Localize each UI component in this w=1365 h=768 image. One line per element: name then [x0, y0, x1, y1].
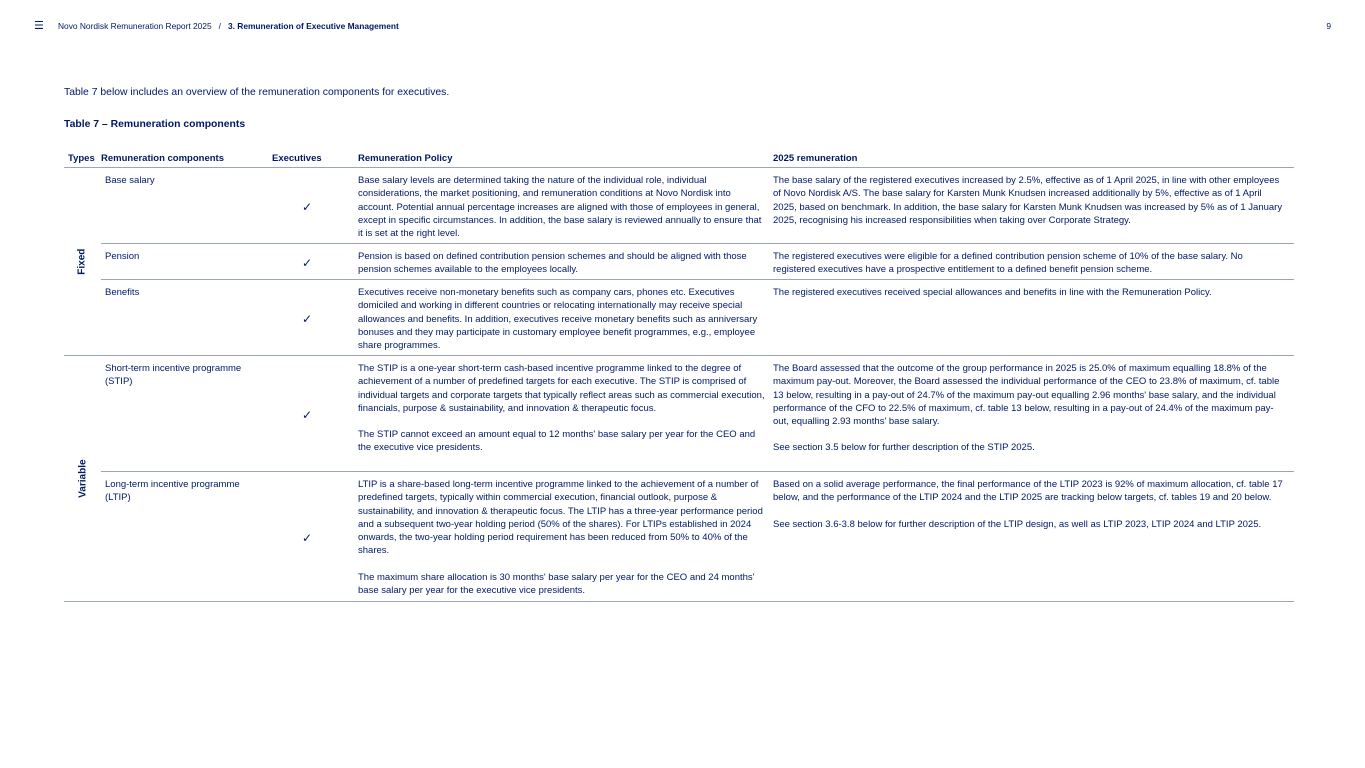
- group-label-fixed: Fixed: [76, 248, 88, 275]
- header-types: Types: [64, 152, 101, 168]
- remuneration-text: See section 3.5 below for further description of the STIP 2025.: [773, 442, 1035, 454]
- checkmark-icon: ✓: [272, 472, 358, 602]
- component-cell: Benefits: [101, 280, 272, 356]
- table-row: [64, 472, 1294, 602]
- remuneration-cell: [773, 244, 1294, 280]
- policy-text: Base salary levels are determined taking the nature of the individual role, individual considerations, the market positioning, and remuneration conditions at Novo Nordisk into account. Potential annual percentage increases are aligned with those of employees in general, except in specific circumstances. In addition, the base salary is reviewed annually to ensure that it is set at the right level.: [358, 175, 762, 240]
- header-policy: Remuneration Policy: [358, 152, 773, 168]
- remuneration-cell: [773, 168, 1294, 244]
- header-remuneration: 2025 remuneration: [773, 152, 1294, 168]
- table-row: [64, 280, 1294, 356]
- header-executives: Executives: [272, 152, 358, 168]
- top-bar: [34, 21, 1331, 33]
- breadcrumb-section[interactable]: 3. Remuneration of Executive Management: [227, 21, 399, 31]
- intro-text: Table 7 below includes an overview of the remuneration components for executives.: [64, 87, 450, 98]
- policy-cell: [358, 280, 773, 356]
- group-label-variable: Variable: [77, 459, 89, 498]
- remuneration-cell: [773, 356, 1294, 472]
- checkmark-icon: ✓: [272, 356, 358, 472]
- checkmark-icon: ✓: [272, 280, 358, 356]
- table-row: [64, 244, 1294, 280]
- policy-text: Pension is based on defined contribution pension schemes and should be aligned with those pension schemes available to the employees locally.: [358, 251, 747, 276]
- policy-text: Executives receive non-monetary benefits such as company cars, phones etc. Executives domiciled and working in different countries or relocating internationally may receive special allowances and benefits. In addition, executives receive monetary benefits such as anniversary bonuses and they may participate in customary employee benefit programmes, e.g., employee share programmes.: [358, 287, 758, 352]
- component-cell: Short-term incentive programme (STIP): [101, 356, 272, 472]
- group-variable: [64, 356, 101, 602]
- remuneration-text: The registered executives were eligible for a defined contribution pension scheme of 10% of the base salary. No registered executives have a prospective entitlement to a defined benefit pension scheme.: [773, 251, 1243, 276]
- table-row: [64, 356, 1294, 472]
- remuneration-text: The registered executives received special allowances and benefits in line with the Remuneration Policy.: [773, 287, 1212, 298]
- remuneration-text: See section 3.6-3.8 below for further description of the LTIP design, as well as LTIP 2023, LTIP 2024 and LTIP 2025.: [773, 518, 1262, 530]
- component-cell: Base salary: [101, 168, 272, 244]
- table-title: Table 7 – Remuneration components: [64, 119, 246, 130]
- remuneration-text: Based on a solid average performance, the final performance of the LTIP 2023 is 92% of maximum allocation, cf. table 17 below, and the performance of the LTIP 2024 and the LTIP 2025 are tracking below targets, cf. tables 19 and 20 below.: [773, 479, 1283, 504]
- policy-text: The maximum share allocation is 30 months' base salary per year for the CEO and 24 months' base salary per year for the executive vice presidents.: [358, 571, 755, 597]
- remuneration-components-table: [64, 152, 1294, 602]
- remuneration-text: The Board assessed that the outcome of the group performance in 2025 is 25.0% of maximum equalling 18.8% of the maximum pay-out. Moreover, the Board assessed the individual performance of the CEO to 23.8% of maximum, cf. table 13 below, resulting in a pay-out of 24.7% of the maximum pay-out equalling 2.96 months' base salary, and the individual performance of the CFO to 22.5% of maximum, cf. table 13 below, resulting in a pay-out of 24.4% of the maximum pay-out, equalling 2.93 months' base salary.: [773, 363, 1280, 428]
- component-cell: Long-term incentive programme (LTIP): [101, 472, 272, 602]
- breadcrumb-separator: /: [218, 21, 221, 31]
- header-components: Remuneration components: [101, 152, 272, 168]
- menu-icon[interactable]: ☰: [34, 20, 44, 32]
- page-number: 9: [1326, 21, 1331, 31]
- remuneration-cell: [773, 280, 1294, 356]
- policy-text: The STIP is a one-year short-term cash-based incentive programme linked to the degree of achievement of a number of predefined targets for each executive. The STIP is comprised of individual targets and corporate targets that typically reflect areas such as commercial execution, financials, purpose & sustainability, and innovation & therapeutic focus.: [358, 363, 765, 414]
- policy-cell: [358, 472, 773, 602]
- policy-cell: [358, 356, 773, 472]
- component-cell: Pension: [101, 244, 272, 280]
- policy-cell: [358, 168, 773, 244]
- policy-text: The STIP cannot exceed an amount equal to 12 months' base salary per year for the CEO and the executive vice presidents.: [358, 429, 756, 454]
- policy-cell: [358, 244, 773, 280]
- table-row: [64, 168, 1294, 244]
- checkmark-icon: ✓: [272, 168, 358, 244]
- table-header-row: [64, 152, 1294, 168]
- breadcrumb: [58, 21, 399, 31]
- remuneration-text: The base salary of the registered executives increased by 2.5%, effective as of 1 April 2025, in line with other employees of Novo Nordisk A/S. The base salary for Karsten Munk Knudsen increased additionally by 5%, effective as of 1 April 2025, based on benchmark. In addition, the base salary for Karsten Munk Knudsen was increased by 5% as of 1 January 2025, recognising his increased responsibilities when taking over Corporate Strategy.: [773, 175, 1283, 226]
- policy-text: LTIP is a share-based long-term incentive programme linked to the achievement of a number of predefined targets, typically within commercial execution, financial outlook, purpose & sustainability, and innovation & therapeutic focus. The LTIP has a three-year performance period and a subsequent two-year holding period (50% of the shares). For LTIPs established in 2024 onwards, the two-year holding period requirement has been reduced from 50% to 40% of the shares.: [358, 479, 763, 557]
- remuneration-cell: [773, 472, 1294, 602]
- checkmark-icon: ✓: [272, 244, 358, 280]
- breadcrumb-report-title[interactable]: Novo Nordisk Remuneration Report 2025: [58, 21, 212, 31]
- group-fixed: [64, 168, 101, 356]
